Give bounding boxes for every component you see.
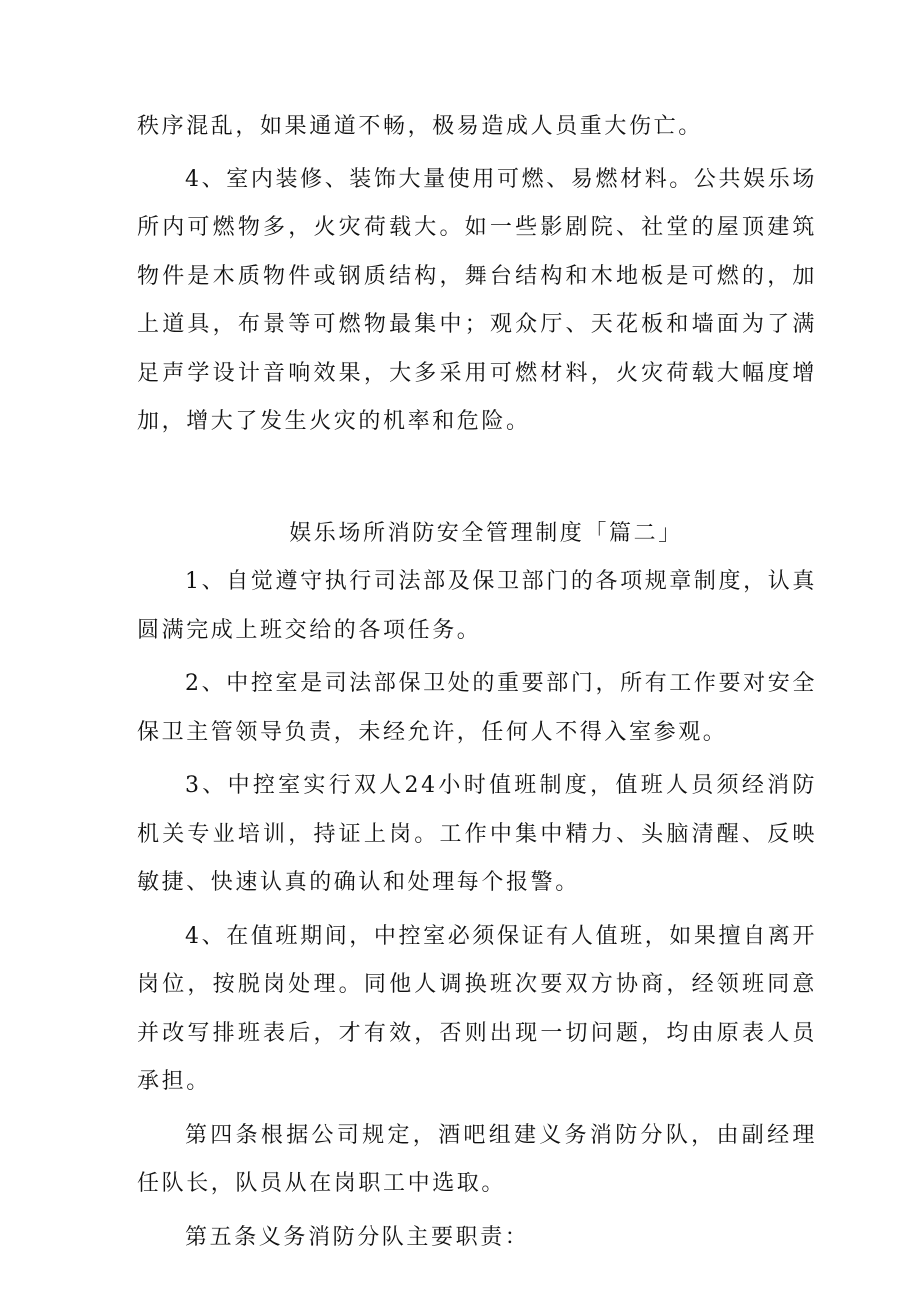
- paragraph-rule-2: 2、中控室是司法部保卫处的重要部门，所有工作要对安全保卫主管领导负责，未经允许，任何人不得入室参观。: [137, 671, 817, 745]
- paragraph-item-4-materials: 4、室内装修、装饰大量使用可燃、易燃材料。公共娱乐场所内可燃物多，火灾荷载大。如一些影剧院、社堂的屋顶建筑物件是木质物件或钢质结构，舞台结构和木地板是可燃的，加上道具，布景等可燃物最集中；观众厅、天花板和墙面为了满足声学设计音响效果，大多采用可燃材料，火灾荷载大幅度增加，增大了发生火灾的机率和危险。: [137, 166, 817, 434]
- paragraph-rule-4: 4、在值班期间，中控室必须保证有人值班，如果擅自离开岗位，按脱岗处理。同他人调换班次要双方协商，经领班同意并改写排班表后，才有效，否则出现一切问题，均由原表人员承担。: [137, 923, 817, 1094]
- document-body: [137, 103, 817, 1267]
- paragraph-article-4: 第四条根据公司规定，酒吧组建义务消防分队，由副经理任队长，队员从在岗职工中选取。: [137, 1122, 817, 1196]
- paragraph-continuation: 秩序混乱，如果通道不畅，极易造成人员重大伤亡。: [137, 114, 703, 139]
- paragraph-rule-3: 3、中控室实行双人24小时值班制度，值班人员须经消防机关专业培训，持证上岗。工作中集中精力、头脑清醒、反映敏捷、快速认真的确认和处理每个报警。: [137, 773, 817, 895]
- paragraph-article-5: 第五条义务消防分队主要职责：: [185, 1224, 530, 1250]
- paragraph-rule-1: 1、自觉遵守执行司法部及保卫部门的各项规章制度，认真圆满完成上班交给的各项任务。: [137, 569, 817, 643]
- section-title: 娱乐场所消防安全管理制度「篇二」: [289, 520, 683, 546]
